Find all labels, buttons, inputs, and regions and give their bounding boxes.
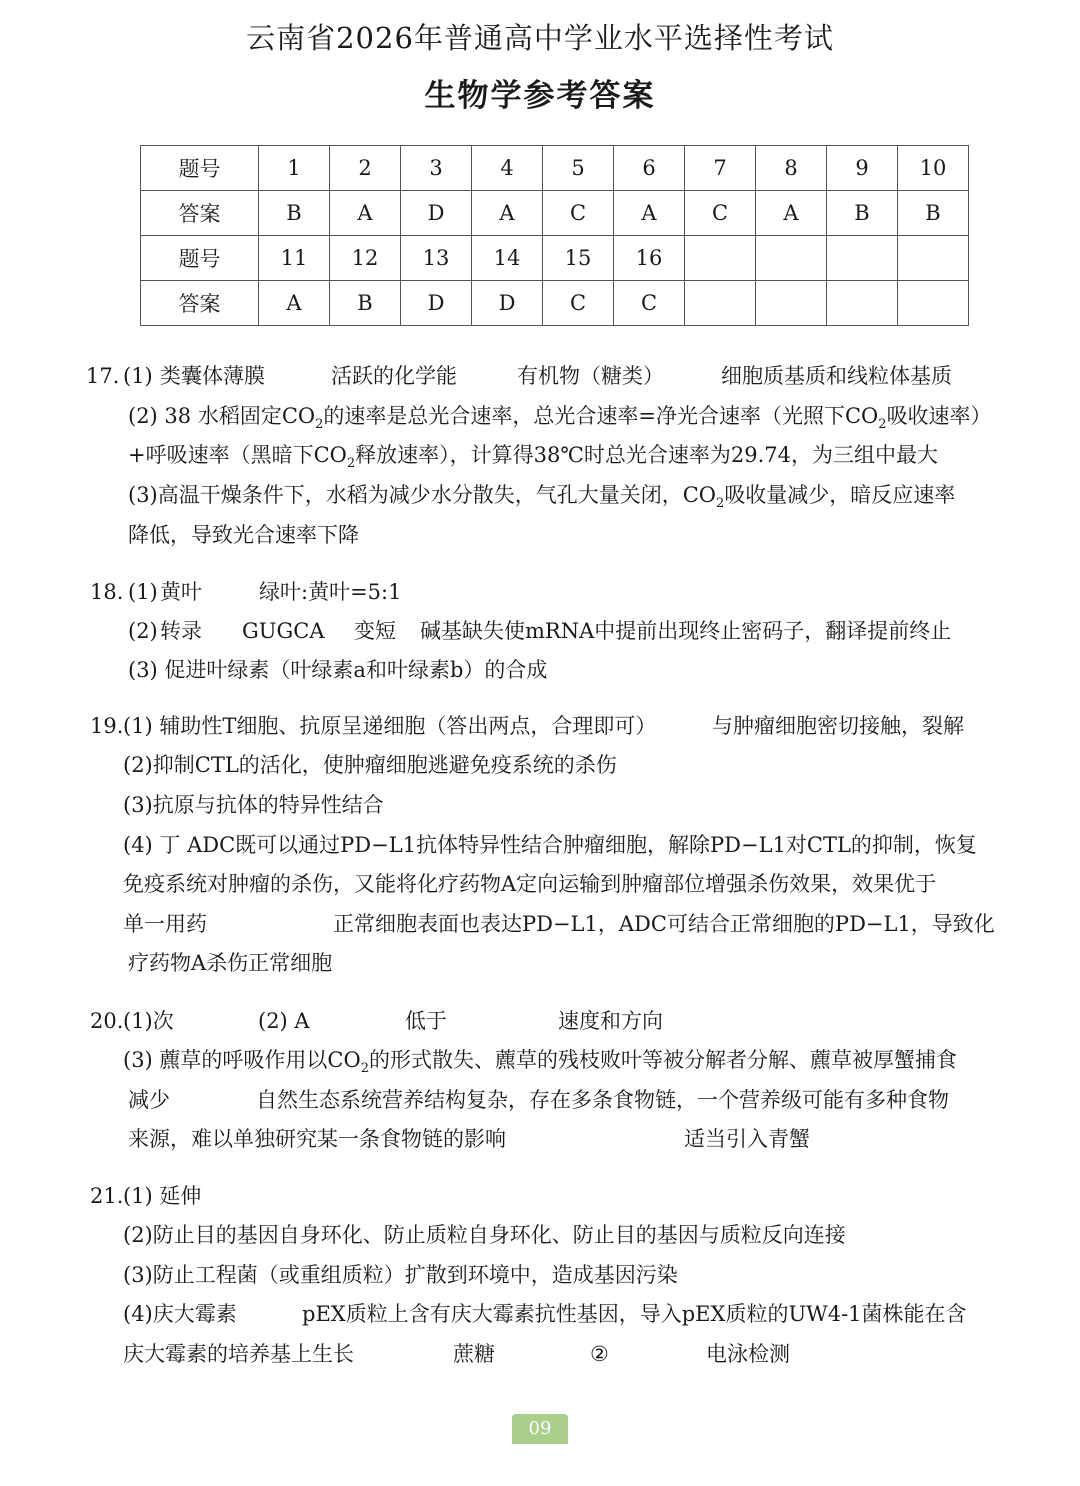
answer-text: (1) 辅助性T细胞、抗原呈递细胞（答出两点，合理即可） [123,714,657,738]
row-header: 题号 [141,236,259,281]
table-cell: 11 [259,236,330,281]
table-cell: A [756,191,827,236]
table-cell: 3 [401,146,472,191]
answer-text: ② [590,1342,609,1366]
table-row [141,146,969,191]
table-cell: 9 [827,146,898,191]
table-cell: 10 [898,146,969,191]
page-title: 云南省2026年普通高中学业水平选择性考试 [246,21,834,55]
table-cell [756,281,827,326]
question-number: 20. [90,1009,124,1033]
answer-text: 碱基缺失使mRNA中提前出现终止密码子，翻译提前终止 [420,619,952,643]
table-cell: 6 [614,146,685,191]
answer-table [140,145,969,326]
answer-line: (3)防止工程菌（或重组质粒）扩散到环境中，造成基因污染 [123,1263,678,1287]
table-cell: 8 [756,146,827,191]
answer-line: 降低，导致光合速率下降 [128,523,359,547]
table-cell: 15 [543,236,614,281]
table-cell: 1 [259,146,330,191]
answer-line: (2) 38 水稻固定$CO_2$的速率是总光合速率，总光合速率=净光合速率（光照下$CO_2$吸收速率） [128,404,992,432]
answer-text: GUGCA [242,619,325,643]
part-label: (2) [128,619,158,643]
table-cell: 14 [472,236,543,281]
part-label: (1) [123,364,153,388]
answer-line: (4) 丁 ADC既可以通过PD−L1抗体特异性结合肿瘤细胞，解除PD−L1对CTL的抑制，恢复 [123,833,977,857]
answer-text: (1) 延伸 [123,1184,202,1208]
answer-line: 免疫系统对肿瘤的杀伤，又能将化疗药物A定向运输到肿瘤部位增强杀伤效果，效果优于 [123,872,937,896]
answer-text: (2) A [258,1009,310,1033]
table-cell: A [472,191,543,236]
row-header: 答案 [141,191,259,236]
table-cell: A [330,191,401,236]
table-cell: B [259,191,330,236]
table-cell: 16 [614,236,685,281]
answer-text: 自然生态系统营养结构复杂，存在多条食物链，一个营养级可能有多种食物 [256,1088,949,1112]
row-header: 题号 [141,146,259,191]
page-subtitle: 生物学参考答案 [424,78,656,114]
table-cell: 7 [685,146,756,191]
answer-text: (1)次 [123,1009,174,1033]
table-cell [898,281,969,326]
table-cell: 12 [330,236,401,281]
page-number: 09 [512,1414,568,1444]
answer-line: (3) 藨草的呼吸作用以$CO_2$的形式散失、藨草的残枝败叶等被分解者分解、藨草被厚蟹捕食 [123,1048,957,1076]
table-cell [685,236,756,281]
table-cell: C [543,281,614,326]
answer-text: 绿叶:黄叶=5:1 [259,580,402,604]
table-cell: B [330,281,401,326]
table-cell: 4 [472,146,543,191]
question-number: 18. [90,580,124,604]
table-cell [685,281,756,326]
answer-text: 速度和方向 [558,1009,663,1033]
answer-text: 细胞质基质和线粒体基质 [721,364,952,388]
answer-text: 减少 [128,1088,170,1112]
table-cell: A [259,281,330,326]
table-cell: C [614,281,685,326]
table-cell: D [472,281,543,326]
answer-text: 低于 [405,1009,447,1033]
answer-text: 与肿瘤细胞密切接触，裂解 [712,714,964,738]
answer-text: pEX质粒上含有庆大霉素抗性基因，导入pEX质粒的UW4-1菌株能在含 [302,1302,967,1326]
answer-line: 疗药物A杀伤正常细胞 [128,951,333,975]
table-cell: 5 [543,146,614,191]
answer-text: (4)庆大霉素 [123,1302,237,1326]
answer-text: 适当引入青蟹 [684,1127,810,1151]
table-cell: A [614,191,685,236]
answer-text: 类囊体薄膜 [160,364,265,388]
answer-text: 黄叶 [160,580,202,604]
table-cell [756,236,827,281]
table-cell: B [898,191,969,236]
row-header: 答案 [141,281,259,326]
answer-text: 蔗糖 [453,1342,495,1366]
answer-text: 电泳检测 [706,1342,790,1366]
answer-line: (2)防止目的基因自身环化、防止质粒自身环化、防止目的基因与质粒反向连接 [123,1223,846,1247]
answer-line: (3)抗原与抗体的特异性结合 [123,793,384,817]
answer-text: 有机物（糖类） [517,364,664,388]
table-cell: C [685,191,756,236]
table-cell: D [401,281,472,326]
answer-line: +呼吸速率（黑暗下$CO_2$释放速率），计算得38℃时总光合速率为29.74，为三组中最大 [128,443,939,471]
question-number: 19. [90,714,124,738]
answer-text: 来源，难以单独研究某一条食物链的影响 [128,1127,506,1151]
table-cell: 13 [401,236,472,281]
answer-line: (3)高温干燥条件下，水稻为减少水分散失，气孔大量关闭，$CO_2$吸收量减少，暗反应速率 [128,483,956,511]
answer-text: 正常细胞表面也表达PD−L1，ADC可结合正常细胞的PD−L1，导致化 [333,912,995,936]
table-cell: D [401,191,472,236]
answer-text: 单一用药 [123,912,207,936]
question-number: 21. [90,1184,124,1208]
part-label: (1) [128,580,158,604]
table-row [141,191,969,236]
table-cell [898,236,969,281]
table-cell [827,236,898,281]
table-cell [827,281,898,326]
answer-text: 转录 [160,619,202,643]
table-cell: B [827,191,898,236]
answer-line: (3) 促进叶绿素（叶绿素a和叶绿素b）的合成 [128,658,548,682]
answer-text: 庆大霉素的培养基上生长 [123,1342,354,1366]
table-row [141,236,969,281]
table-row [141,281,969,326]
table-cell: C [543,191,614,236]
answer-text: 活跃的化学能 [331,364,457,388]
answer-text: 变短 [354,619,396,643]
question-number: 17. [86,364,120,388]
answer-line: (2)抑制CTL的活化，使肿瘤细胞逃避免疫系统的杀伤 [123,753,617,777]
table-cell: 2 [330,146,401,191]
